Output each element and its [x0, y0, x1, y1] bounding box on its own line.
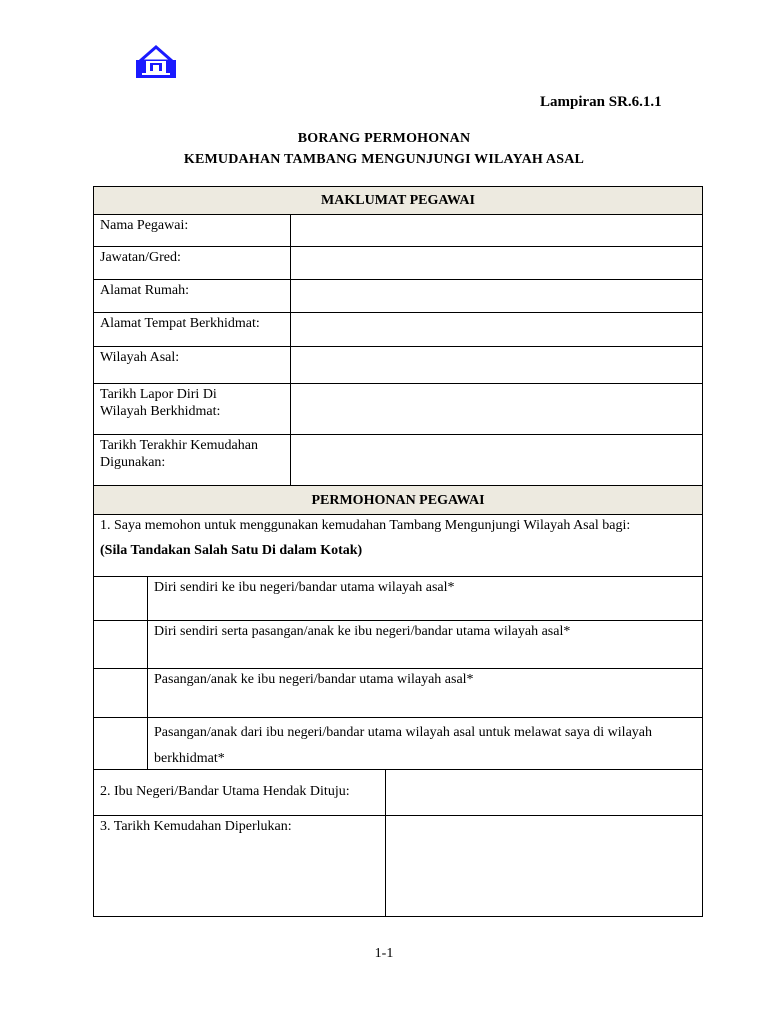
question-1-text: 1. Saya memohon untuk menggunakan kemudahan Tambang Mengunjungi Wilayah Asal bagi: [100, 518, 631, 533]
option-2-text: Diri sendiri serta pasangan/anak ke ibu negeri/bandar utama wilayah asal* [147, 620, 703, 669]
question-3-label: 3. Tarikh Kemudahan Diperlukan: [93, 815, 386, 917]
lampiran-label: Lampiran SR.6.1.1 [540, 94, 662, 110]
field-input-tarikh-lapor[interactable] [290, 383, 703, 435]
question-3-input[interactable] [385, 815, 703, 917]
field-label-nama: Nama Pegawai: [93, 214, 291, 247]
field-label-jawatan: Jawatan/Gred: [93, 246, 291, 280]
section-heading-maklumat: MAKLUMAT PEGAWAI [93, 186, 703, 215]
field-label-tarikh-terakhir: Tarikh Terakhir Kemudahan Digunakan: [93, 434, 291, 486]
field-label-alamat-berkhidmat: Alamat Tempat Berkhidmat: [93, 312, 291, 347]
option-4-text: Pasangan/anak dari ibu negeri/bandar utama wilayah asal untuk melawat saya di wilayah berkhidmat* [147, 717, 703, 770]
option-1-text: Diri sendiri ke ibu negeri/bandar utama wilayah asal* [147, 576, 703, 621]
field-input-alamat-rumah[interactable] [290, 279, 703, 313]
field-input-alamat-berkhidmat[interactable] [290, 312, 703, 347]
field-label-alamat-rumah: Alamat Rumah: [93, 279, 291, 313]
field-label-tarikh-lapor: Tarikh Lapor Diri Di Wilayah Berkhidmat: [93, 383, 291, 435]
question-2-input[interactable] [385, 769, 703, 816]
section-heading-permohonan: PERMOHONAN PEGAWAI [93, 485, 703, 515]
field-label-wilayah-asal: Wilayah Asal: [93, 346, 291, 384]
field-input-jawatan[interactable] [290, 246, 703, 280]
page-number: 1-1 [374, 946, 394, 961]
option-3-text: Pasangan/anak ke ibu negeri/bandar utama wilayah asal* [147, 668, 703, 718]
option-4-checkbox[interactable] [93, 717, 148, 770]
field-input-nama[interactable] [290, 214, 703, 247]
field-input-wilayah-asal[interactable] [290, 346, 703, 384]
option-3-checkbox[interactable] [93, 668, 148, 718]
option-2-checkbox[interactable] [93, 620, 148, 669]
question-1-block [93, 514, 703, 577]
house-logo-icon [136, 44, 176, 78]
question-2-label: 2. Ibu Negeri/Bandar Utama Hendak Dituju: [93, 769, 386, 816]
form-subtitle: KEMUDAHAN TAMBANG MENGUNJUNGI WILAYAH ASAL [183, 152, 585, 167]
question-1-instruction: (Sila Tandakan Salah Satu Di dalam Kotak) [100, 543, 363, 558]
form-title: BORANG PERMOHONAN [297, 131, 471, 146]
field-input-tarikh-terakhir[interactable] [290, 434, 703, 486]
option-1-checkbox[interactable] [93, 576, 148, 621]
